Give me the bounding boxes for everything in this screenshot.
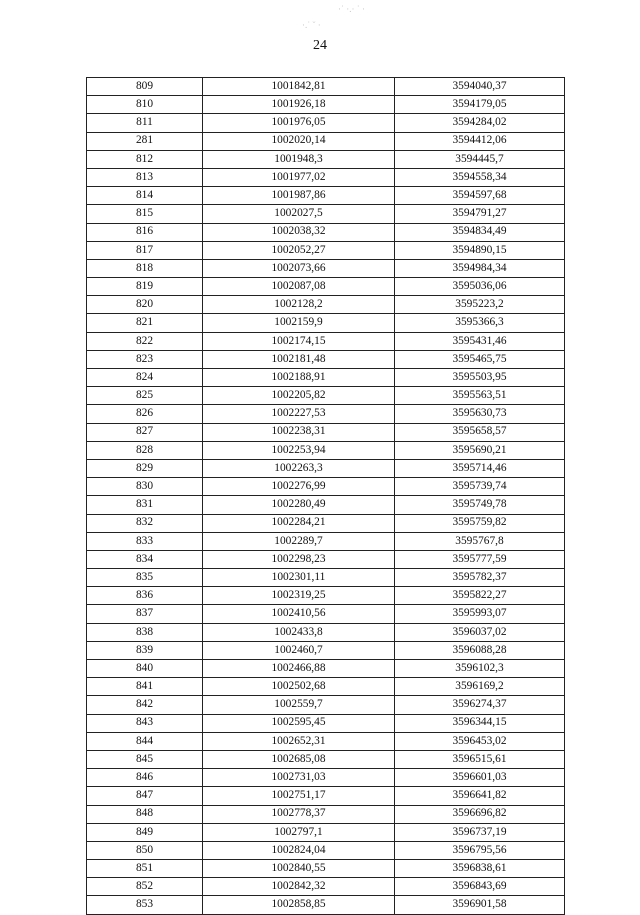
table-row — [87, 696, 565, 714]
x-coordinate-cell: 1002559,7 — [203, 696, 395, 714]
point-number-cell: 839 — [87, 641, 203, 659]
y-coordinate-cell: 3594558,34 — [395, 168, 565, 186]
x-coordinate-cell: 1002466,88 — [203, 660, 395, 678]
y-coordinate-cell: 3596037,02 — [395, 623, 565, 641]
point-number-cell: 822 — [87, 332, 203, 350]
point-number-cell: 824 — [87, 369, 203, 387]
x-coordinate-cell: 1002020,14 — [203, 132, 395, 150]
y-coordinate-cell: 3595767,8 — [395, 532, 565, 550]
table-row — [87, 405, 565, 423]
point-number-cell: 815 — [87, 205, 203, 223]
y-coordinate-cell: 3596169,2 — [395, 678, 565, 696]
y-coordinate-cell: 3595630,73 — [395, 405, 565, 423]
y-coordinate-cell: 3596344,15 — [395, 714, 565, 732]
y-coordinate-cell: 3595759,82 — [395, 514, 565, 532]
x-coordinate-cell: 1002227,53 — [203, 405, 395, 423]
y-coordinate-cell: 3596274,37 — [395, 696, 565, 714]
y-coordinate-cell: 3596696,82 — [395, 805, 565, 823]
page-number: 24 — [313, 38, 327, 53]
point-number-cell: 826 — [87, 405, 203, 423]
y-coordinate-cell: 3595223,2 — [395, 296, 565, 314]
table-row — [87, 860, 565, 878]
y-coordinate-cell: 3596102,3 — [395, 660, 565, 678]
x-coordinate-cell: 1002052,27 — [203, 241, 395, 259]
point-number-cell: 829 — [87, 459, 203, 477]
point-number-cell: 820 — [87, 296, 203, 314]
point-number-cell: 832 — [87, 514, 203, 532]
y-coordinate-cell: 3595465,75 — [395, 350, 565, 368]
table-row — [87, 296, 565, 314]
table-row — [87, 532, 565, 550]
table-row — [87, 641, 565, 659]
x-coordinate-cell: 1001977,02 — [203, 168, 395, 186]
x-coordinate-cell: 1002159,9 — [203, 314, 395, 332]
y-coordinate-cell: 3595503,95 — [395, 369, 565, 387]
coordinate-table — [86, 77, 565, 915]
table-row — [87, 750, 565, 768]
x-coordinate-cell: 1002128,2 — [203, 296, 395, 314]
x-coordinate-cell: 1002073,66 — [203, 259, 395, 277]
point-number-cell: 838 — [87, 623, 203, 641]
x-coordinate-cell: 1002433,8 — [203, 623, 395, 641]
y-coordinate-cell: 3596088,28 — [395, 641, 565, 659]
x-coordinate-cell: 1002731,03 — [203, 769, 395, 787]
table-row — [87, 841, 565, 859]
scan-artifact: ·˙ ·.· ˙ · — [338, 4, 365, 14]
y-coordinate-cell: 3595993,07 — [395, 605, 565, 623]
table-row — [87, 387, 565, 405]
point-number-cell: 825 — [87, 387, 203, 405]
point-number-cell: 851 — [87, 860, 203, 878]
point-number-cell: 848 — [87, 805, 203, 823]
x-coordinate-cell: 1002778,37 — [203, 805, 395, 823]
point-number-cell: 809 — [87, 78, 203, 96]
x-coordinate-cell: 1002238,31 — [203, 423, 395, 441]
table-row — [87, 132, 565, 150]
y-coordinate-cell: 3594445,7 — [395, 150, 565, 168]
x-coordinate-cell: 1001976,05 — [203, 114, 395, 132]
x-coordinate-cell: 1002174,15 — [203, 332, 395, 350]
point-number-cell: 830 — [87, 478, 203, 496]
table-row — [87, 605, 565, 623]
table-row — [87, 332, 565, 350]
x-coordinate-cell: 1002410,56 — [203, 605, 395, 623]
y-coordinate-cell: 3595739,74 — [395, 478, 565, 496]
point-number-cell: 841 — [87, 678, 203, 696]
table-row — [87, 714, 565, 732]
table-row — [87, 150, 565, 168]
y-coordinate-cell: 3594040,37 — [395, 78, 565, 96]
table-row — [87, 787, 565, 805]
table-row — [87, 259, 565, 277]
point-number-cell: 810 — [87, 96, 203, 114]
x-coordinate-cell: 1002652,31 — [203, 732, 395, 750]
point-number-cell: 836 — [87, 587, 203, 605]
table-row — [87, 569, 565, 587]
scan-artifact: ·.˙ ˘ · — [302, 20, 321, 30]
point-number-cell: 814 — [87, 187, 203, 205]
y-coordinate-cell: 3596843,69 — [395, 878, 565, 896]
y-coordinate-cell: 3594412,06 — [395, 132, 565, 150]
point-number-cell: 828 — [87, 441, 203, 459]
point-number-cell: 833 — [87, 532, 203, 550]
table-row — [87, 878, 565, 896]
table-row — [87, 514, 565, 532]
point-number-cell: 831 — [87, 496, 203, 514]
x-coordinate-cell: 1002301,11 — [203, 569, 395, 587]
table-row — [87, 896, 565, 914]
point-number-cell: 811 — [87, 114, 203, 132]
y-coordinate-cell: 3595777,59 — [395, 550, 565, 568]
x-coordinate-cell: 1002289,7 — [203, 532, 395, 550]
x-coordinate-cell: 1002685,08 — [203, 750, 395, 768]
y-coordinate-cell: 3594984,34 — [395, 259, 565, 277]
point-number-cell: 849 — [87, 823, 203, 841]
y-coordinate-cell: 3595366,3 — [395, 314, 565, 332]
y-coordinate-cell: 3595563,51 — [395, 387, 565, 405]
x-coordinate-cell: 1002188,91 — [203, 369, 395, 387]
y-coordinate-cell: 3595782,37 — [395, 569, 565, 587]
x-coordinate-cell: 1002840,55 — [203, 860, 395, 878]
y-coordinate-cell: 3595036,06 — [395, 278, 565, 296]
y-coordinate-cell: 3594834,49 — [395, 223, 565, 241]
x-coordinate-cell: 1002298,23 — [203, 550, 395, 568]
table-row — [87, 369, 565, 387]
y-coordinate-cell: 3594179,05 — [395, 96, 565, 114]
x-coordinate-cell: 1002027,5 — [203, 205, 395, 223]
point-number-cell: 845 — [87, 750, 203, 768]
table-row — [87, 423, 565, 441]
x-coordinate-cell: 1002460,7 — [203, 641, 395, 659]
point-number-cell: 813 — [87, 168, 203, 186]
point-number-cell: 812 — [87, 150, 203, 168]
table-row — [87, 732, 565, 750]
table-row — [87, 314, 565, 332]
table-row — [87, 496, 565, 514]
x-coordinate-cell: 1002276,99 — [203, 478, 395, 496]
table-row — [87, 805, 565, 823]
y-coordinate-cell: 3594597,68 — [395, 187, 565, 205]
x-coordinate-cell: 1001842,81 — [203, 78, 395, 96]
table-row — [87, 187, 565, 205]
table-row — [87, 78, 565, 96]
table-row — [87, 223, 565, 241]
x-coordinate-cell: 1001926,18 — [203, 96, 395, 114]
y-coordinate-cell: 3596601,03 — [395, 769, 565, 787]
point-number-cell: 823 — [87, 350, 203, 368]
y-coordinate-cell: 3596515,61 — [395, 750, 565, 768]
y-coordinate-cell: 3596453,02 — [395, 732, 565, 750]
x-coordinate-cell: 1002824,04 — [203, 841, 395, 859]
y-coordinate-cell: 3595822,27 — [395, 587, 565, 605]
table-row — [87, 96, 565, 114]
x-coordinate-cell: 1002280,49 — [203, 496, 395, 514]
point-number-cell: 281 — [87, 132, 203, 150]
point-number-cell: 817 — [87, 241, 203, 259]
x-coordinate-cell: 1002842,32 — [203, 878, 395, 896]
table-row — [87, 769, 565, 787]
y-coordinate-cell: 3596795,56 — [395, 841, 565, 859]
point-number-cell: 837 — [87, 605, 203, 623]
point-number-cell: 834 — [87, 550, 203, 568]
y-coordinate-cell: 3594890,15 — [395, 241, 565, 259]
y-coordinate-cell: 3594791,27 — [395, 205, 565, 223]
x-coordinate-cell: 1002797,1 — [203, 823, 395, 841]
table-row — [87, 587, 565, 605]
table-row — [87, 241, 565, 259]
point-number-cell: 843 — [87, 714, 203, 732]
x-coordinate-cell: 1002263,3 — [203, 459, 395, 477]
y-coordinate-cell: 3596737,19 — [395, 823, 565, 841]
table-body — [87, 78, 565, 915]
point-number-cell: 846 — [87, 769, 203, 787]
table-row — [87, 823, 565, 841]
table-row — [87, 478, 565, 496]
point-number-cell: 852 — [87, 878, 203, 896]
y-coordinate-cell: 3595431,46 — [395, 332, 565, 350]
point-number-cell: 844 — [87, 732, 203, 750]
x-coordinate-cell: 1002253,94 — [203, 441, 395, 459]
x-coordinate-cell: 1002858,85 — [203, 896, 395, 914]
point-number-cell: 847 — [87, 787, 203, 805]
point-number-cell: 850 — [87, 841, 203, 859]
point-number-cell: 827 — [87, 423, 203, 441]
x-coordinate-cell: 1001948,3 — [203, 150, 395, 168]
point-number-cell: 821 — [87, 314, 203, 332]
x-coordinate-cell: 1002087,08 — [203, 278, 395, 296]
table-row — [87, 350, 565, 368]
table-row — [87, 623, 565, 641]
x-coordinate-cell: 1002038,32 — [203, 223, 395, 241]
y-coordinate-cell: 3596838,61 — [395, 860, 565, 878]
x-coordinate-cell: 1002595,45 — [203, 714, 395, 732]
table-row — [87, 168, 565, 186]
y-coordinate-cell: 3594284,02 — [395, 114, 565, 132]
y-coordinate-cell: 3596641,82 — [395, 787, 565, 805]
table-row — [87, 441, 565, 459]
point-number-cell: 840 — [87, 660, 203, 678]
y-coordinate-cell: 3596901,58 — [395, 896, 565, 914]
point-number-cell: 853 — [87, 896, 203, 914]
y-coordinate-cell: 3595714,46 — [395, 459, 565, 477]
x-coordinate-cell: 1002319,25 — [203, 587, 395, 605]
point-number-cell: 816 — [87, 223, 203, 241]
x-coordinate-cell: 1002205,82 — [203, 387, 395, 405]
x-coordinate-cell: 1001987,86 — [203, 187, 395, 205]
point-number-cell: 819 — [87, 278, 203, 296]
table-row — [87, 114, 565, 132]
x-coordinate-cell: 1002284,21 — [203, 514, 395, 532]
table-row — [87, 205, 565, 223]
table-row — [87, 678, 565, 696]
x-coordinate-cell: 1002502,68 — [203, 678, 395, 696]
x-coordinate-cell: 1002181,48 — [203, 350, 395, 368]
table-row — [87, 550, 565, 568]
y-coordinate-cell: 3595658,57 — [395, 423, 565, 441]
y-coordinate-cell: 3595690,21 — [395, 441, 565, 459]
table-row — [87, 660, 565, 678]
point-number-cell: 818 — [87, 259, 203, 277]
point-number-cell: 835 — [87, 569, 203, 587]
table-row — [87, 459, 565, 477]
point-number-cell: 842 — [87, 696, 203, 714]
x-coordinate-cell: 1002751,17 — [203, 787, 395, 805]
table-row — [87, 278, 565, 296]
y-coordinate-cell: 3595749,78 — [395, 496, 565, 514]
